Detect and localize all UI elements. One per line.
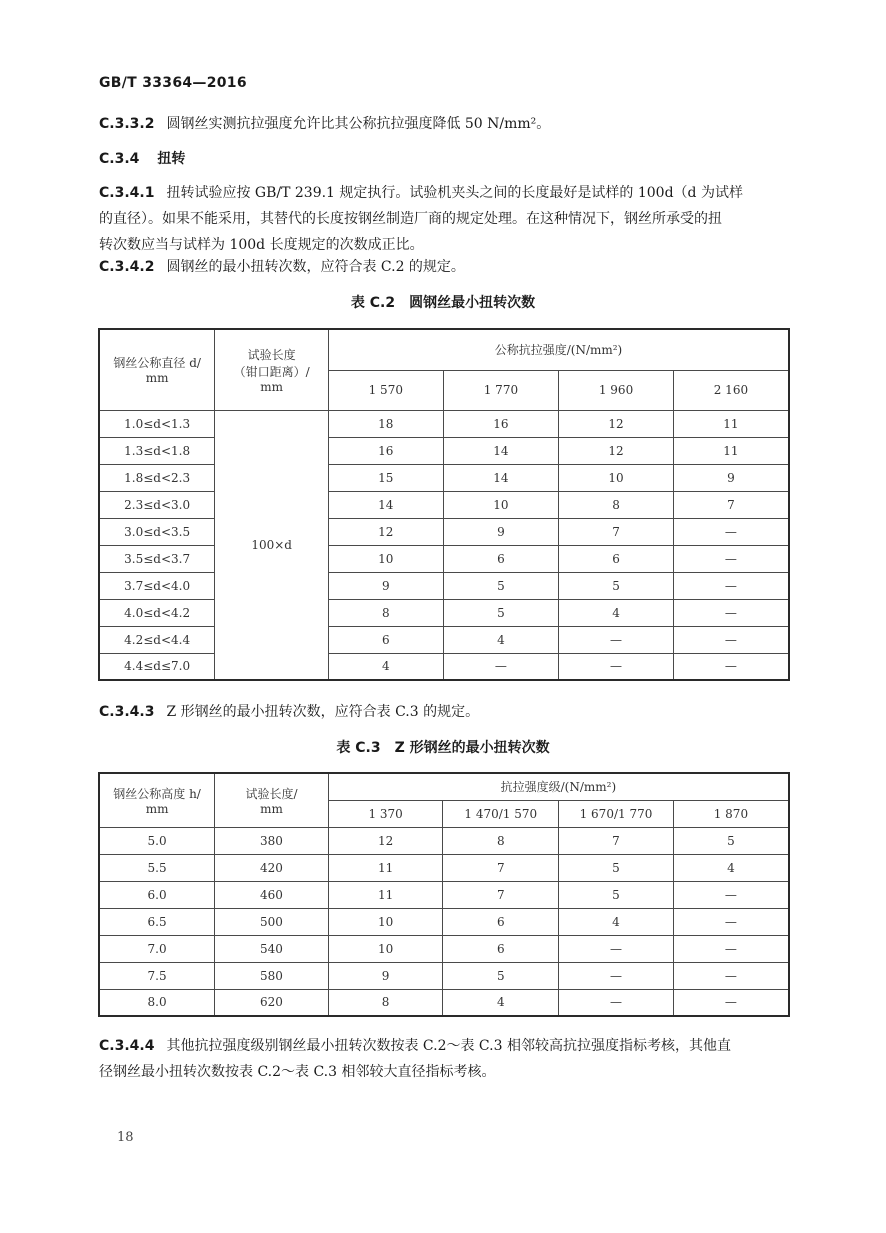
twist-count-cell: 6 [559,545,674,572]
table-row [99,908,789,935]
height-cell: 6.5 [99,908,215,935]
twist-count-cell: — [559,653,674,680]
page-number: 18 [117,1130,134,1145]
clause-number: C.3.3.2 [99,116,155,132]
clause-number: C.3.4.1 [99,185,155,201]
clause-number: C.3.4.4 [99,1038,155,1054]
twist-count-cell: 16 [328,437,443,464]
clause-number: C.3.4.2 [99,259,155,275]
twist-count-cell: 10 [559,464,674,491]
grade-header: 1 960 [559,370,674,410]
twist-count-cell: 4 [673,854,789,881]
twist-count-cell: 4 [443,626,559,653]
clause-c332 [99,111,801,137]
clause-number: C.3.4 [99,151,140,167]
twist-count-cell: — [559,989,674,1016]
twist-count-cell: — [673,599,789,626]
twist-count-cell: — [559,962,674,989]
height-cell: 6.0 [99,881,215,908]
twist-count-cell: 9 [443,518,559,545]
height-cell: 5.5 [99,854,215,881]
twist-count-cell: 8 [328,989,443,1016]
twist-count-cell: — [673,518,789,545]
diameter-cell: 2.3≤d<3.0 [99,491,215,518]
twist-count-cell: 12 [328,827,443,854]
diameter-cell: 3.5≤d<3.7 [99,545,215,572]
twist-count-cell: 8 [328,599,443,626]
twist-count-cell: 11 [673,437,789,464]
twist-count-cell: — [673,962,789,989]
table-row [99,545,789,572]
standard-header: GB/T 33364—2016 [99,75,247,91]
table-row [99,518,789,545]
grade-header: 1 870 [673,800,789,827]
twist-count-cell: 5 [443,572,559,599]
table-row [99,410,789,437]
diameter-cell: 3.0≤d<3.5 [99,518,215,545]
clause-number: C.3.4.3 [99,704,155,720]
twist-count-cell: 5 [443,599,559,626]
twist-count-cell: 15 [328,464,443,491]
grade-header: 1 470/1 570 [443,800,559,827]
grade-header: 1 370 [328,800,443,827]
twist-count-cell: 12 [328,518,443,545]
diameter-cell: 1.0≤d<1.3 [99,410,215,437]
twist-count-cell: 11 [328,881,443,908]
twist-count-cell: — [673,935,789,962]
header-text: 钢丝公称直径 d/ [113,356,201,371]
twist-count-cell: 6 [328,626,443,653]
height-cell: 7.0 [99,935,215,962]
grade-header: 1 770 [443,370,559,410]
twist-count-cell: — [673,653,789,680]
twist-count-cell: 9 [328,572,443,599]
test-length-cell: 540 [215,935,329,962]
twist-count-cell: 8 [559,491,674,518]
test-length-cell: 380 [215,827,329,854]
table-row [99,599,789,626]
test-length-cell: 420 [215,854,329,881]
twist-count-cell: — [559,626,674,653]
header-test-length [215,329,329,410]
diameter-cell: 4.2≤d<4.4 [99,626,215,653]
twist-count-cell: 6 [443,545,559,572]
table-row [99,464,789,491]
twist-count-cell: 12 [559,410,674,437]
twist-count-cell: 11 [673,410,789,437]
twist-count-cell: 14 [443,464,559,491]
twist-count-cell: 6 [443,908,559,935]
header-height [99,773,215,827]
header-text: 试验长度 [247,347,296,362]
table-row [99,881,789,908]
table-c3 [98,772,790,1017]
table-c2 [98,328,790,681]
header-diameter [99,329,215,410]
header-strength: 公称抗拉强度/(N/mm²) [328,329,789,370]
twist-count-cell: 10 [328,935,443,962]
twist-count-cell: — [673,908,789,935]
twist-count-cell: 10 [328,545,443,572]
diameter-cell: 3.7≤d<4.0 [99,572,215,599]
table-row [99,989,789,1016]
table-row [99,626,789,653]
header-unit: mm [145,801,169,816]
clause-c342 [99,254,801,280]
twist-count-cell: 9 [328,962,443,989]
clause-text: 圆钢丝实测抗拉强度允许比其公称抗拉强度降低 50 N/mm²。 [166,116,551,132]
twist-count-cell: 4 [328,653,443,680]
table-c3-caption: 表 C.3 Z 形钢丝的最小扭转次数 [336,740,550,756]
clause-text: 圆钢丝的最小扭转次数，应符合表 C.2 的规定。 [166,259,465,275]
twist-count-cell: 6 [443,935,559,962]
table-c2-caption: 表 C.2 圆钢丝最小扭转次数 [350,295,536,311]
table-row [99,827,789,854]
test-length-cell: 500 [215,908,329,935]
twist-count-cell: 5 [559,854,674,881]
twist-count-cell: — [673,881,789,908]
twist-count-cell: 10 [443,491,559,518]
diameter-cell: 1.8≤d<2.3 [99,464,215,491]
twist-count-cell: 12 [559,437,674,464]
twist-count-cell: 10 [328,908,443,935]
table-row [99,437,789,464]
clause-line: 的直径）。如果不能采用，其替代的长度按钢丝制造厂商的规定处理。在这种情况下，钢丝所承受的扭 [99,211,722,227]
test-length-cell: 460 [215,881,329,908]
clause-c34 [99,146,801,172]
header-strength-grade: 抗拉强度级/(N/mm²) [328,773,789,800]
twist-count-cell: 11 [328,854,443,881]
diameter-cell: 4.4≤d≤7.0 [99,653,215,680]
header-unit: mm [260,801,283,816]
test-length-cell: 620 [215,989,329,1016]
twist-count-cell: — [443,653,559,680]
clause-text: Z 形钢丝的最小扭转次数，应符合表 C.3 的规定。 [166,704,480,720]
twist-count-cell: 8 [443,827,559,854]
twist-count-cell: — [559,935,674,962]
table-row [99,854,789,881]
twist-count-cell: 7 [559,518,674,545]
height-cell: 7.5 [99,962,215,989]
twist-count-cell: 7 [443,854,559,881]
table-row [99,962,789,989]
twist-count-cell: 5 [673,827,789,854]
twist-count-cell: 14 [328,491,443,518]
header-text: 试验长度/ [245,786,298,801]
twist-count-cell: 18 [328,410,443,437]
twist-count-cell: 7 [673,491,789,518]
twist-count-cell: — [673,545,789,572]
twist-count-cell: 4 [559,908,674,935]
twist-count-cell: 7 [559,827,674,854]
twist-count-cell: — [673,626,789,653]
header-text: （钳口距离）/ [233,364,310,379]
clause-title: 扭转 [157,151,186,167]
table-row [99,653,789,680]
clause-line: 其他抗拉强度级别钢丝最小扭转次数按表 C.2～表 C.3 相邻较高抗拉强度指标考核，其他直 [166,1038,731,1054]
table-row [99,935,789,962]
twist-count-cell: 16 [443,410,559,437]
header-unit: mm [145,371,169,386]
twist-count-cell: — [673,989,789,1016]
twist-count-cell: 5 [443,962,559,989]
table-row [99,491,789,518]
twist-count-cell: — [673,572,789,599]
twist-count-cell: 4 [559,599,674,626]
twist-count-cell: 9 [673,464,789,491]
header-test-length [215,773,329,827]
twist-count-cell: 7 [443,881,559,908]
test-length-cell: 100×d [215,410,329,680]
height-cell: 5.0 [99,827,215,854]
table-row [99,572,789,599]
clause-line: 转次数应当与试样为 100d 长度规定的次数成正比。 [99,237,424,253]
clause-line: 扭转试验应按 GB/T 239.1 规定执行。试验机夹头之间的长度最好是试样的 100d（d 为试样 [166,185,743,201]
grade-header: 1 570 [328,370,443,410]
diameter-cell: 4.0≤d<4.2 [99,599,215,626]
header-unit: mm [260,379,284,394]
grade-header: 1 670/1 770 [559,800,674,827]
grade-header: 2 160 [673,370,789,410]
twist-count-cell: 4 [443,989,559,1016]
diameter-cell: 1.3≤d<1.8 [99,437,215,464]
clause-c343 [99,699,801,725]
clause-c344 [99,1033,801,1085]
height-cell: 8.0 [99,989,215,1016]
clause-c341 [99,180,801,258]
clause-line: 径钢丝最小扭转次数按表 C.2～表 C.3 相邻较大直径指标考核。 [99,1064,496,1080]
header-text: 钢丝公称高度 h/ [113,786,201,801]
twist-count-cell: 5 [559,881,674,908]
twist-count-cell: 5 [559,572,674,599]
test-length-cell: 580 [215,962,329,989]
twist-count-cell: 14 [443,437,559,464]
